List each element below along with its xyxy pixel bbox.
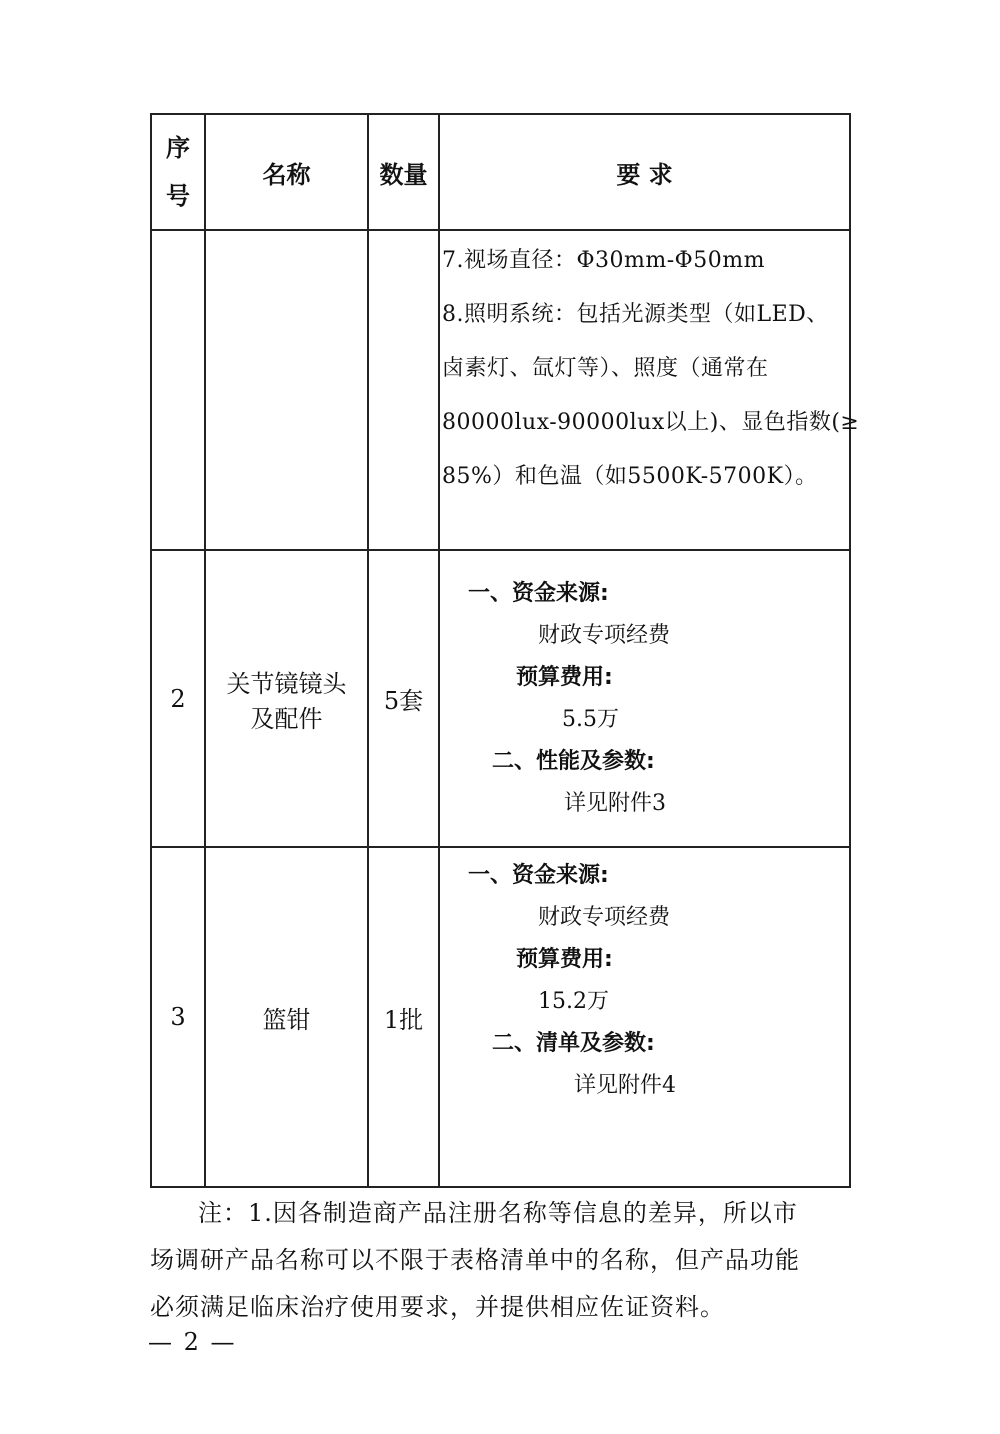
header-seq-line2: 号 <box>166 182 190 210</box>
footnote-line1: 注：1.因各制造商产品注册名称等信息的差异，所以市 <box>198 1199 798 1227</box>
header-name: 名称 <box>205 114 368 230</box>
header-quantity: 数量 <box>368 114 439 230</box>
row2-seq: 2 <box>151 550 205 847</box>
row1-seq-cell <box>151 230 205 550</box>
row2-requirement-cell <box>439 550 850 847</box>
list-value: 详见附件4 <box>574 1073 676 1098</box>
row1-name-cell <box>205 230 368 550</box>
page-number: — 2 — <box>148 1328 237 1356</box>
footnote-line2: 场调研产品名称可以不限于表格清单中的名称，但产品功能 <box>150 1246 800 1274</box>
requirement-line: 85%）和色温（如5500K-5700K）。 <box>442 464 818 489</box>
requirement-line: 8.照明系统：包括光源类型（如LED、 <box>442 302 829 327</box>
requirements-table <box>150 113 860 1188</box>
row3-requirement-cell <box>439 847 850 1187</box>
row2-name-line1: 关节镜镜头 <box>226 669 347 698</box>
funding-source-heading: 一、资金来源: <box>468 580 609 606</box>
budget-heading: 预算费用: <box>516 947 613 972</box>
row3-quantity: 1批 <box>368 847 439 1187</box>
specs-heading: 二、性能及参数: <box>492 748 655 774</box>
requirement-line: 80000lux-90000lux以上)、显色指数(≥ <box>442 410 860 435</box>
funding-source-heading: 一、资金来源: <box>468 863 609 888</box>
row1-requirement-cell <box>439 230 860 550</box>
list-heading: 二、清单及参数: <box>492 1031 655 1056</box>
table-row <box>151 230 850 550</box>
requirement-line: 卤素灯、氙灯等）、照度（通常在 <box>442 356 769 381</box>
requirement-line: 7.视场直径：Φ30mm-Φ50mm <box>442 248 765 273</box>
funding-source-value: 财政专项经费 <box>538 905 671 930</box>
table-row <box>151 550 850 847</box>
table-header-row <box>151 114 850 230</box>
budget-value: 15.2万 <box>538 989 609 1014</box>
table-row <box>151 847 850 1187</box>
row2-name-line2: 及配件 <box>250 704 323 733</box>
funding-source-value: 财政专项经费 <box>538 622 671 648</box>
footnote-line3: 必须满足临床治疗使用要求，并提供相应佐证资料。 <box>150 1293 725 1321</box>
row1-quantity-cell <box>368 230 439 550</box>
footnote <box>150 1190 855 1331</box>
budget-value: 5.5万 <box>562 706 619 732</box>
row3-name: 篮钳 <box>205 847 368 1187</box>
specs-value: 详见附件3 <box>564 790 666 816</box>
row2-name <box>205 550 368 847</box>
row2-quantity: 5套 <box>368 550 439 847</box>
row3-seq: 3 <box>151 847 205 1187</box>
header-seq <box>151 114 205 230</box>
header-seq-line1: 序 <box>166 134 190 162</box>
budget-heading: 预算费用: <box>516 664 613 690</box>
header-requirement: 要 求 <box>439 114 850 230</box>
